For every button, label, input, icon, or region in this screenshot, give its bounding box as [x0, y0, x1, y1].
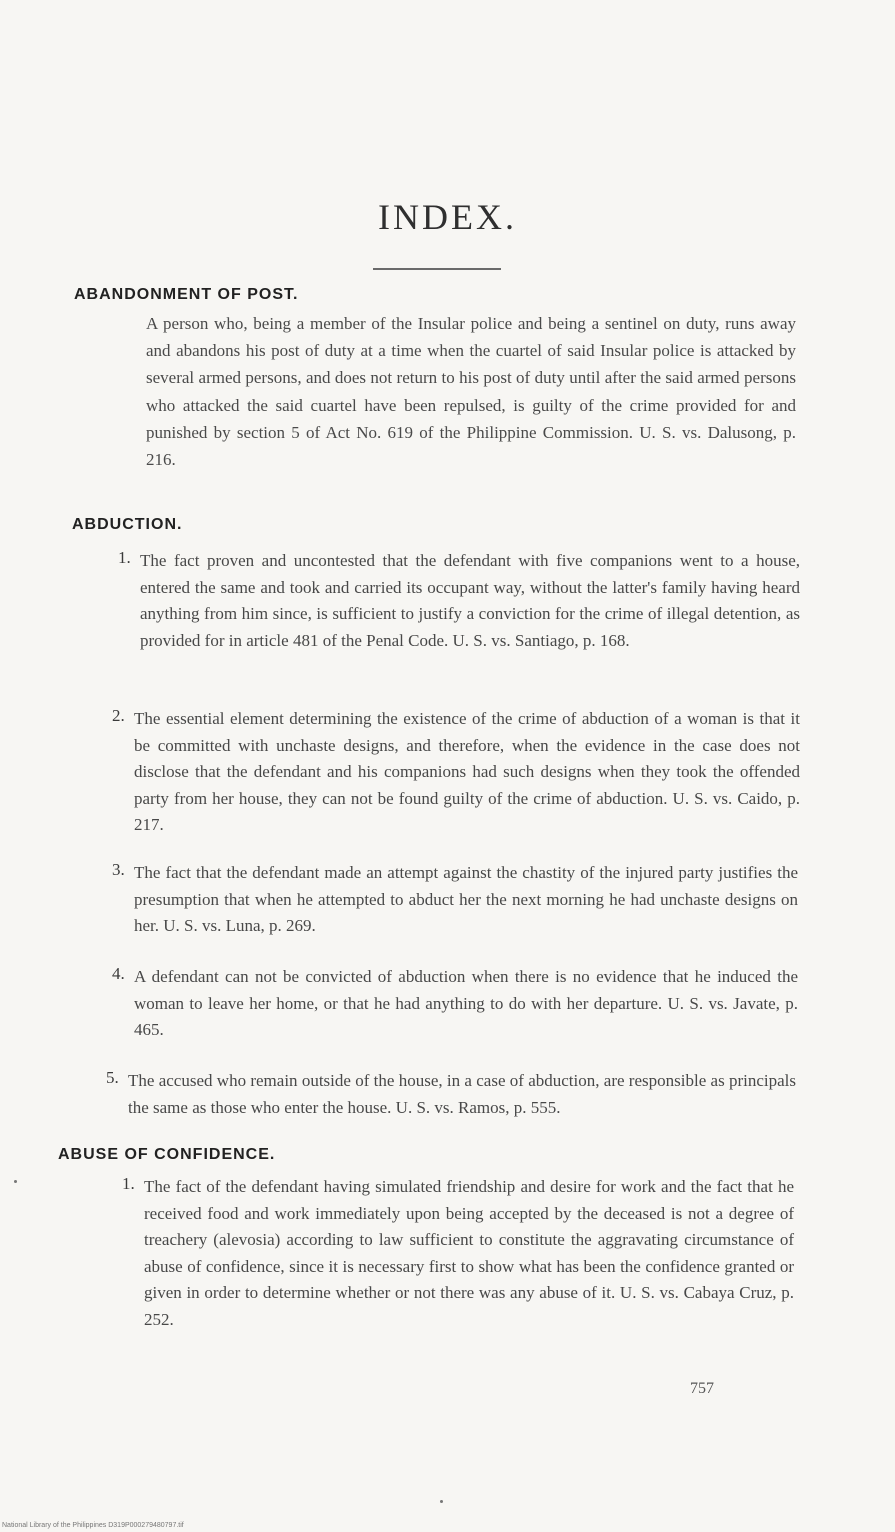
abduction-entry-2: The essential element determining the existence of the crime of abduction of a woman is that it be committed with unchaste designs, and therefore, when the evidence in the case does not disclose that the defendant and his companions had such designs when they took the offended party from her house, they can not be found guilty of the crime of abduction. U. S. vs. Caido, p. 217.: [134, 709, 800, 834]
abuse-entry-1-number: 1.: [122, 1174, 135, 1193]
title-rule: [373, 268, 501, 270]
heading-abuse-of-confidence: ABUSE OF CONFIDENCE.: [58, 1146, 276, 1163]
abuse-entry-1: The fact of the defendant having simulated friendship and desire for work and the fact that he received food and work immediately upon being accepted by the deceased is not a degree of treachery (alevosia) according to law sufficient to constitute the aggravating circumstance of abuse of confidence, since it is necessary first to show what has been the confidence granted or given in order to determine whether or not there was any abuse of it. U. S. vs. Cabaya Cruz, p. 252.: [144, 1177, 794, 1329]
abduction-entry-5: The accused who remain outside of the house, in a case of abduction, are responsible as principals the same as those who enter the house. U. S. vs. Ramos, p. 555.: [128, 1071, 796, 1117]
abduction-entry-5-number: 5.: [106, 1068, 119, 1087]
abandonment-paragraph: [146, 310, 796, 473]
abduction-entry-2-number: 2.: [112, 706, 125, 725]
page-number: 757: [690, 1380, 714, 1397]
abduction-entry-4-number: 4.: [112, 964, 125, 983]
margin-speck: [14, 1180, 17, 1183]
abduction-entry-4: A defendant can not be convicted of abduction when there is no evidence that he induced the woman to leave her home, or that he had anything to do with her departure. U. S. vs. Javate, p. 465.: [134, 967, 798, 1039]
abduction-entry-3: The fact that the defendant made an attempt against the chastity of the injured party justifies the presumption that when he attempted to abduct her the next morning he had unchaste designs on her. U. S. vs. Luna, p. 269.: [134, 863, 798, 935]
abandonment-text: A person who, being a member of the Insular police and being a sentinel on duty, runs away and abandons his post of duty at a time when the cuartel of said Insular police is attacked by several armed persons, and does not return to his post of duty until after the said armed persons who attacked the said cuartel have been repulsed, is guilty of the crime provided for and punished by section 5 of Act No. 619 of the Philippine Commission. U. S. vs. Dalusong, p. 216.: [146, 314, 796, 470]
scan-footer: National Library of the Philippines D319P000279480797.tif: [2, 1522, 184, 1529]
abduction-entry-3-number: 3.: [112, 860, 125, 879]
page-title: INDEX.: [378, 197, 517, 237]
heading-abduction: ABDUCTION.: [72, 516, 183, 533]
abduction-entry-1: The fact proven and uncontested that the defendant with five companions went to a house, entered the same and took and carried its occupant way, without the latter's family having heard anything from him since, is sufficient to justify a conviction for the crime of illegal detention, as provided for in article 481 of the Penal Code. U. S. vs. Santiago, p. 168.: [140, 551, 800, 650]
margin-speck: [440, 1500, 443, 1503]
heading-abandonment-of-post: ABANDONMENT OF POST.: [74, 286, 299, 303]
abduction-entry-1-number: 1.: [118, 548, 131, 567]
